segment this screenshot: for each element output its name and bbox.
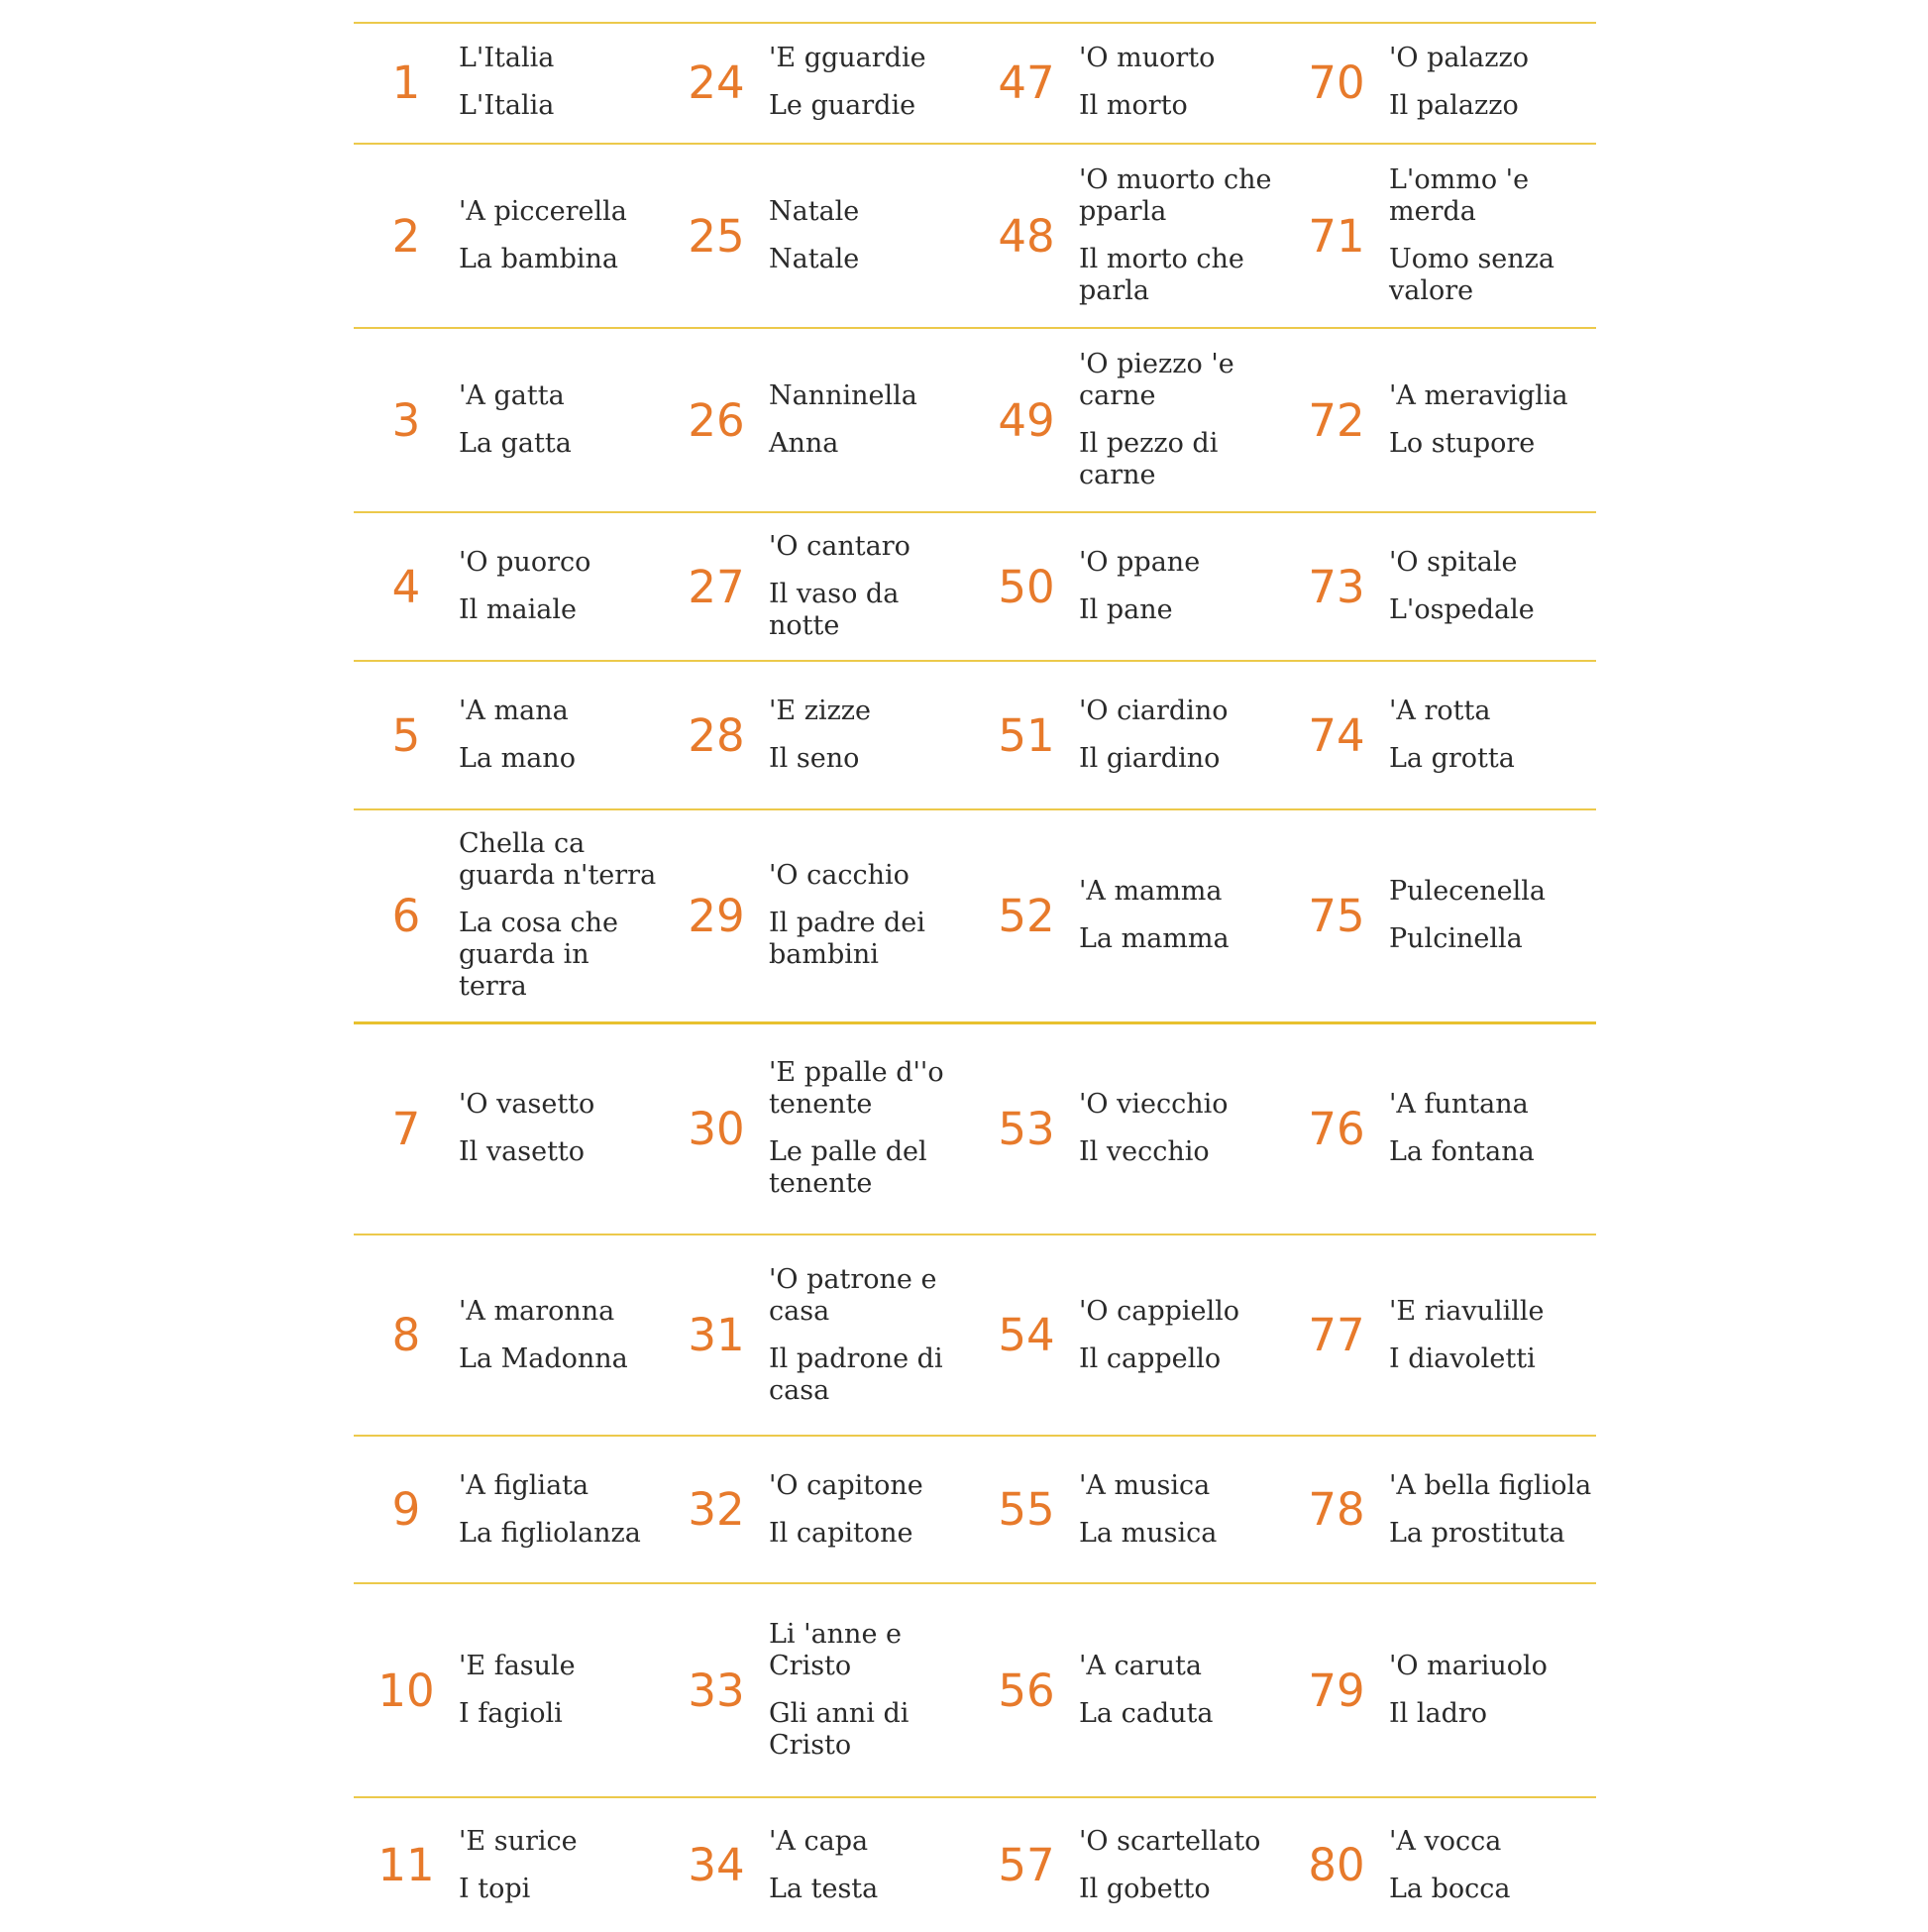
entry-text	[769, 328, 974, 512]
entry-number: 6	[354, 809, 459, 1022]
italian-translation: Il palazzo	[1389, 90, 1519, 121]
entry-number: 7	[354, 1022, 459, 1234]
entry-text	[1389, 1022, 1596, 1234]
dialect-term: L'ommo 'e merda	[1389, 164, 1530, 227]
entry-text	[1389, 512, 1596, 661]
entry-number: 57	[998, 1839, 1055, 1891]
italian-translation: Il maiale	[459, 594, 577, 625]
entry-text	[459, 22, 664, 144]
entry-text	[1079, 328, 1284, 512]
italian-translation: La bocca	[1389, 1873, 1511, 1904]
entry-text	[1389, 809, 1596, 1022]
entry-number: 79	[1284, 1583, 1389, 1797]
dialect-term: 'O mariuolo	[1389, 1651, 1548, 1681]
italian-translation: La cosa che guarda in terra	[459, 908, 619, 1003]
table-row	[354, 1797, 1596, 1932]
entry-number: 27	[664, 512, 769, 661]
entry-number: 54	[974, 1234, 1079, 1436]
entry-number: 71	[1284, 144, 1389, 328]
dialect-term: 'A meraviglia	[1389, 380, 1568, 411]
italian-translation: La caduta	[1079, 1698, 1214, 1729]
dialect-term: 'O cacchio	[769, 860, 910, 892]
entry-number: 72	[1284, 328, 1389, 512]
entry-text	[459, 512, 664, 661]
italian-translation: Il morto	[1079, 90, 1188, 121]
dialect-term: L'Italia	[459, 43, 555, 73]
dialect-term: 'E gguardie	[769, 43, 926, 73]
entry-text	[459, 809, 664, 1022]
entry-text	[459, 328, 664, 512]
entry-text	[769, 1022, 974, 1234]
italian-translation: Il vecchio	[1079, 1136, 1210, 1168]
entry-text	[1389, 1797, 1596, 1932]
dialect-term: 'O puorco	[459, 547, 591, 578]
entry-text	[1389, 22, 1596, 144]
dialect-term: 'A piccerella	[459, 196, 627, 227]
dialect-term: 'E riavulille	[1389, 1295, 1545, 1327]
entry-text	[1079, 1583, 1284, 1797]
entry-text	[1389, 661, 1596, 809]
entry-text	[1079, 1436, 1284, 1583]
entry-number: 10	[354, 1583, 459, 1797]
dialect-term: 'O cappiello	[1079, 1295, 1240, 1327]
entry-number: 77	[1284, 1234, 1389, 1436]
dialect-term: 'O muorto che pparla	[1079, 164, 1272, 227]
dialect-term: 'O ppane	[1079, 547, 1201, 578]
entry-number: 30	[664, 1022, 769, 1234]
entry-text	[459, 144, 664, 328]
dialect-term: Chella ca guarda n'terra	[459, 828, 657, 892]
italian-translation: Uomo senza valore	[1389, 244, 1554, 306]
entry-number: 48	[974, 144, 1079, 328]
entry-number: 11	[377, 1839, 435, 1891]
dialect-term: 'O vasetto	[459, 1089, 595, 1121]
dialect-term: 'A maronna	[459, 1295, 615, 1327]
dialect-term: Li 'anne e Cristo	[769, 1619, 902, 1681]
dialect-term: 'O patrone e casa	[769, 1263, 937, 1327]
entry-text	[459, 1234, 664, 1436]
entry-number: 49	[974, 328, 1079, 512]
dialect-term: 'A capa	[769, 1825, 869, 1857]
table-row	[354, 144, 1596, 328]
table-row	[354, 1234, 1596, 1436]
italian-translation: La fontana	[1389, 1136, 1535, 1168]
entry-number: 33	[664, 1583, 769, 1797]
italian-translation: La testa	[769, 1873, 879, 1904]
entry-text	[1079, 144, 1284, 328]
italian-translation: La mamma	[1079, 923, 1230, 955]
entry-number: 55	[974, 1436, 1079, 1583]
dialect-term: Pulecenella	[1389, 876, 1547, 908]
dialect-term: 'O spitale	[1389, 547, 1518, 578]
italian-translation: Il morto che parla	[1079, 244, 1244, 306]
italian-translation: Il ladro	[1389, 1698, 1488, 1729]
entry-number: 26	[664, 328, 769, 512]
entry-number: 78	[1284, 1436, 1389, 1583]
dialect-term: 'O cantaro	[769, 531, 910, 562]
entry-text	[1389, 1436, 1596, 1583]
entry-text	[1079, 809, 1284, 1022]
dialect-term: Nanninella	[769, 380, 917, 411]
italian-translation: Il pane	[1079, 594, 1173, 625]
dialect-term: 'A mamma	[1079, 876, 1223, 908]
entry-number: 80	[1308, 1839, 1365, 1891]
italian-translation: Il seno	[769, 743, 860, 774]
italian-translation: Le guardie	[769, 90, 916, 121]
entry-number: 56	[974, 1583, 1079, 1797]
entry-number: 76	[1284, 1022, 1389, 1234]
dialect-term: 'E surice	[459, 1825, 578, 1857]
entry-text	[1079, 661, 1284, 809]
italian-translation: La bambina	[459, 244, 618, 274]
entry-text	[769, 1234, 974, 1436]
dialect-term: 'O viecchio	[1079, 1089, 1229, 1121]
italian-translation: Pulcinella	[1389, 923, 1523, 955]
table-row	[354, 512, 1596, 661]
entry-number: 4	[354, 512, 459, 661]
italian-translation: Il capitone	[769, 1517, 913, 1549]
entry-number: 24	[664, 22, 769, 144]
entry-text	[1389, 328, 1596, 512]
italian-translation: Natale	[769, 244, 860, 274]
italian-translation: Il gobetto	[1079, 1873, 1211, 1904]
entry-number: 28	[664, 661, 769, 809]
dialect-term: 'A musica	[1079, 1469, 1211, 1501]
italian-translation: Gli anni di Cristo	[769, 1698, 910, 1761]
entry-number: 9	[354, 1436, 459, 1583]
italian-translation: La gatta	[459, 428, 572, 459]
italian-translation: La figliolanza	[459, 1517, 641, 1549]
entry-text	[769, 22, 974, 144]
entry-number: 3	[354, 328, 459, 512]
italian-translation: La musica	[1079, 1517, 1218, 1549]
smorfia-table	[354, 22, 1596, 1932]
entry-text	[459, 1583, 664, 1797]
table-row	[354, 1583, 1596, 1797]
entry-number: 52	[974, 809, 1079, 1022]
italian-translation: I topi	[459, 1873, 531, 1904]
entry-number: 34	[688, 1839, 745, 1891]
italian-translation: I fagioli	[459, 1698, 563, 1729]
entry-number: 73	[1284, 512, 1389, 661]
dialect-term: 'O piezzo 'e carne	[1079, 349, 1234, 411]
italian-translation: La prostituta	[1389, 1517, 1565, 1549]
italian-translation: La mano	[459, 743, 576, 774]
entry-number: 31	[664, 1234, 769, 1436]
entry-text	[769, 512, 974, 661]
entry-text	[1079, 1234, 1284, 1436]
entry-number: 70	[1284, 22, 1389, 144]
dialect-term: 'O ciardino	[1079, 696, 1229, 726]
entry-text	[1079, 1022, 1284, 1234]
italian-translation: L'Italia	[459, 90, 555, 121]
entry-text	[769, 661, 974, 809]
entry-number: 75	[1284, 809, 1389, 1022]
entry-number: 5	[354, 661, 459, 809]
dialect-term: 'A caruta	[1079, 1651, 1202, 1681]
dialect-term: 'E fasule	[459, 1651, 576, 1681]
italian-translation: Le palle del tenente	[769, 1136, 927, 1200]
entry-number: 47	[974, 22, 1079, 144]
entry-number: 51	[974, 661, 1079, 809]
entry-text	[1079, 1797, 1284, 1932]
dialect-term: 'O capitone	[769, 1469, 923, 1501]
dialect-term: 'A mana	[459, 696, 569, 726]
table-row	[354, 1436, 1596, 1583]
italian-translation: La Madonna	[459, 1342, 628, 1374]
italian-translation: Il cappello	[1079, 1342, 1222, 1374]
italian-translation: La grotta	[1389, 743, 1515, 774]
entry-number: 29	[664, 809, 769, 1022]
entry-text	[459, 1436, 664, 1583]
entry-text	[769, 1583, 974, 1797]
italian-translation: I diavoletti	[1389, 1342, 1536, 1374]
table-row	[354, 22, 1596, 144]
dialect-term: 'A rotta	[1389, 696, 1491, 726]
dialect-term: 'E ppalle d''o tenente	[769, 1057, 944, 1121]
entry-text	[1079, 22, 1284, 144]
dialect-term: 'A bella figliola	[1389, 1469, 1592, 1501]
dialect-term: 'A vocca	[1389, 1825, 1502, 1857]
entry-text	[1389, 144, 1596, 328]
entry-number: 1	[354, 22, 459, 144]
entry-number: 25	[664, 144, 769, 328]
dialect-term: 'A figliata	[459, 1469, 589, 1501]
dialect-term: 'A gatta	[459, 380, 565, 411]
dialect-term: 'O palazzo	[1389, 43, 1529, 73]
table-row	[354, 661, 1596, 809]
entry-text	[1389, 1583, 1596, 1797]
entry-text	[769, 144, 974, 328]
entry-number: 74	[1284, 661, 1389, 809]
entry-number: 2	[354, 144, 459, 328]
dialect-term: 'A funtana	[1389, 1089, 1529, 1121]
entry-text	[769, 1797, 974, 1932]
entry-text	[769, 809, 974, 1022]
table-row	[354, 1022, 1596, 1234]
italian-translation: Anna	[769, 428, 839, 459]
entry-text	[1389, 1234, 1596, 1436]
italian-translation: Il giardino	[1079, 743, 1221, 774]
dialect-term: 'O scartellato	[1079, 1825, 1261, 1857]
italian-translation: Il vasetto	[459, 1136, 586, 1168]
dialect-term: Natale	[769, 196, 860, 227]
entry-number: 50	[974, 512, 1079, 661]
table-row	[354, 328, 1596, 512]
italian-translation: Il padrone di casa	[769, 1342, 943, 1406]
italian-translation: Il padre dei bambini	[769, 908, 925, 971]
italian-translation: Il vaso da notte	[769, 579, 900, 641]
dialect-term: 'O muorto	[1079, 43, 1216, 73]
entry-text	[459, 1022, 664, 1234]
italian-translation: Il pezzo di carne	[1079, 428, 1219, 490]
entry-text	[459, 661, 664, 809]
italian-translation: L'ospedale	[1389, 594, 1535, 625]
entry-number: 8	[354, 1234, 459, 1436]
entry-text	[769, 1436, 974, 1583]
italian-translation: Lo stupore	[1389, 428, 1536, 459]
dialect-term: 'E zizze	[769, 696, 872, 726]
entry-text	[459, 1797, 664, 1932]
entry-number: 32	[664, 1436, 769, 1583]
table-row	[354, 809, 1596, 1022]
entry-number: 53	[974, 1022, 1079, 1234]
entry-text	[1079, 512, 1284, 661]
